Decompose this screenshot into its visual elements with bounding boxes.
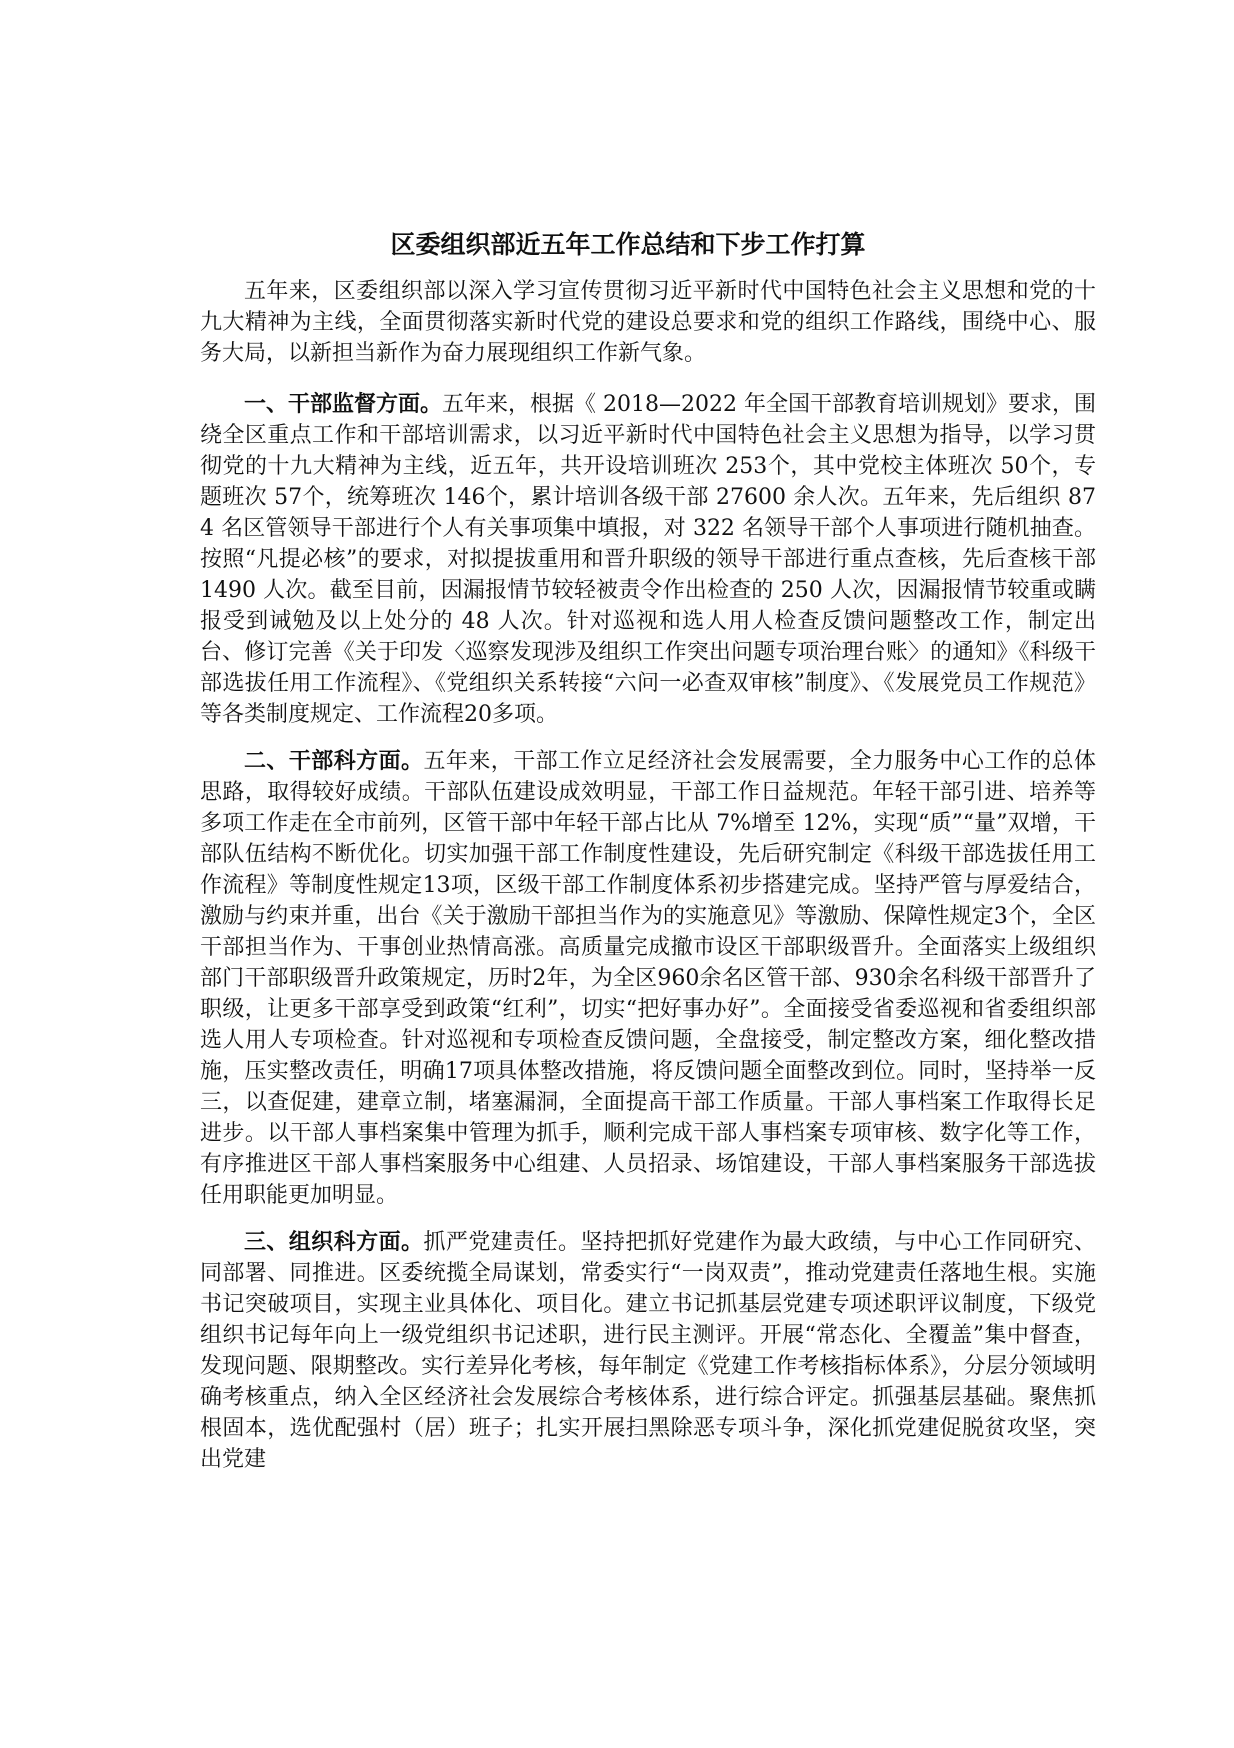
section-heading: 二、干部科方面。 xyxy=(244,748,424,774)
section-body: 五年来，根据《 2018—2022 年全国干部教育培训规划》要求，围绕全区重点工作和干部培训需求，以习近平新时代中国特色社会主义思想为指导，以学习贯彻党的十九大精神为主线，近五年，共开设培训班次 253个，其中党校主体班次 50个，专题班次 57个，统筹班次 146个，累计培训各级干部 27600 余人次。五年来，先后组织 874 名区管领导干部进行个人有关事项集中填报，对 322 名领导干部个人事项进行随机抽查。按照“凡提必核”的要求，对拟提拔重用和晋升职级的领导干部进行重点查核，先后查核干部 1490 人次。截至目前，因漏报情节较轻被责令作出检查的 250 人次，因漏报情节较重或瞒报受到诫勉及以上处分的 48 人次。针对巡视和选人用人检查反馈问题整改工作，制定出台、修订完善《关于印发〈巡察发现涉及组织工作突出问题专项治理台账〉的通知》《科级干部选拔任用工作流程》、《党组织关系转接“六问一必查双审核”制度》、《发展党员工作规范》等各类制度规定、工作流程20多项。 xyxy=(200,392,1096,727)
section-paragraph-cadre-division xyxy=(200,746,1096,1211)
intro-paragraph: 五年来，区委组织部以深入学习宣传贯彻习近平新时代中国特色社会主义思想和党的十九大精神为主线，全面贯彻落实新时代党的建设总要求和党的组织工作路线，围绕中心、服务大局，以新担当新作为奋力展现组织工作新气象。 xyxy=(200,279,1096,366)
document-body xyxy=(200,226,1096,1475)
section-paragraph-cadre-supervision xyxy=(200,389,1096,730)
section-paragraph-organization-division xyxy=(200,1227,1096,1475)
section-heading: 一、干部监督方面。 xyxy=(244,391,443,417)
section-heading: 三、组织科方面。 xyxy=(244,1229,424,1255)
document-title: 区委组织部近五年工作总结和下步工作打算 xyxy=(390,230,866,259)
section-body: 抓严党建责任。坚持把抓好党建作为最大政绩，与中心工作同研究、同部署、同推进。区委统揽全局谋划，常委实行“一岗双责”，推动党建责任落地生根。实施书记突破项目，实现主业具体化、项目化。建立书记抓基层党建专项述职评议制度，下级党组织书记每年向上一级党组织书记述职，进行民主测评。开展“常态化、全覆盖”集中督查，发现问题、限期整改。实行差异化考核，每年制定《党建工作考核指标体系》，分层分领域明确考核重点，纳入全区经济社会发展综合考核体系，进行综合评定。抓强基层基础。聚焦抓根固本，选优配强村（居）班子；扎实开展扫黑除恶专项斗争，深化抓党建促脱贫攻坚，突出党建 xyxy=(200,1230,1096,1472)
section-body: 五年来，干部工作立足经济社会发展需要，全力服务中心工作的总体思路，取得较好成绩。干部队伍建设成效明显，干部工作日益规范。年轻干部引进、培养等多项工作走在全市前列，区管干部中年轻干部占比从 7%增至 12%，实现“质”“量”双增，干部队伍结构不断优化。切实加强干部工作制度性建设，先后研究制定《科级干部选拔任用工作流程》等制度性规定13项，区级干部工作制度体系初步搭建完成。坚持严管与厚爱结合，激励与约束并重，出台《关于激励干部担当作为的实施意见》等激励、保障性规定3个，全区干部担当作为、干事创业热情高涨。高质量完成撤市设区干部职级晋升。全面落实上级组织部门干部职级晋升政策规定，历时2年，为全区960余名区管干部、930余名科级干部晋升了职级，让更多干部享受到政策“红利”，切实“把好事办好”。全面接受省委巡视和省委组织部选人用人专项检查。针对巡视和专项检查反馈问题，全盘接受，制定整改方案，细化整改措施，压实整改责任，明确17项具体整改措施，将反馈问题全面整改到位。同时，坚持举一反三，以查促建，建章立制，堵塞漏洞，全面提高干部工作质量。干部人事档案工作取得长足进步。以干部人事档案集中管理为抓手，顺利完成干部人事档案专项审核、数字化等工作，有序推进区干部人事档案服务中心组建、人员招录、场馆建设，干部人事档案服务干部选拔任用职能更加明显。 xyxy=(200,749,1096,1208)
